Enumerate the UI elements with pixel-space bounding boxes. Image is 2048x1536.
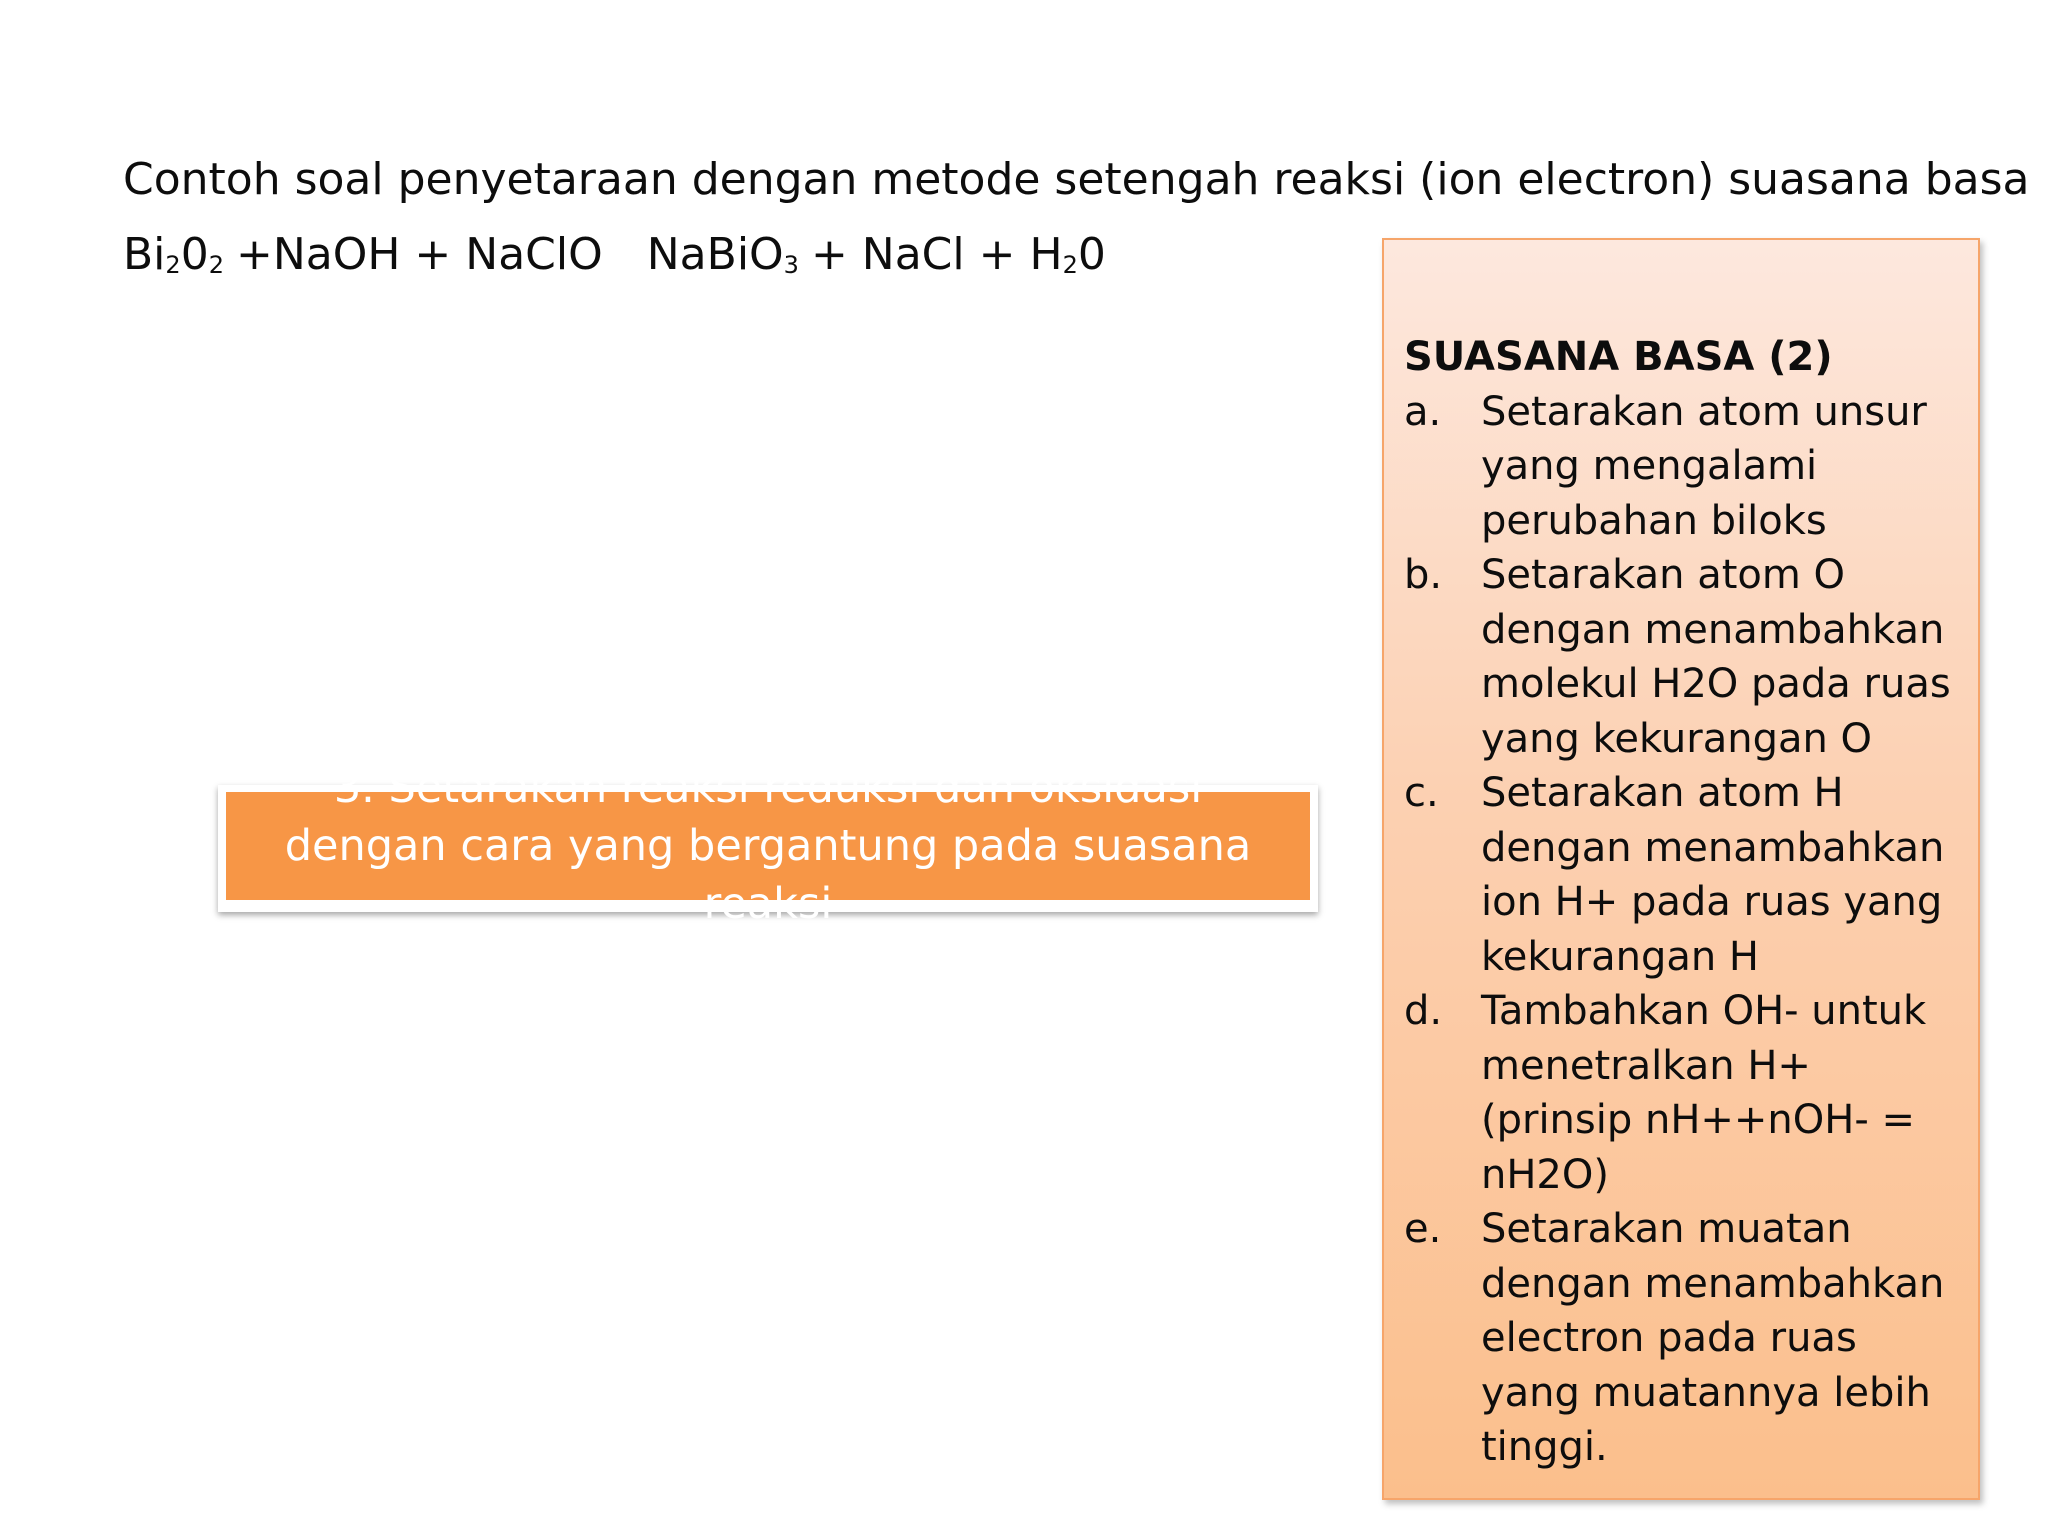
reactants-rest: +NaOH + NaClO [235, 229, 603, 280]
product-water-sub: 2 [1062, 251, 1078, 279]
list-item-text: Setarakan muatan dengan menambahkan electron pada ruas yang muatannya lebih tinggi. [1481, 1206, 1945, 1470]
list-item [1404, 766, 1968, 984]
reactant-bi2o2-base: Bi [123, 229, 166, 280]
product-nabio3-base: NaBiO [646, 229, 784, 280]
step-callout-text: 3. Setarakan reaksi reduksi dan oksidasi dengan cara yang bergantung pada suasana reaksi [284, 763, 1252, 929]
products-rest-pre: + NaCl + H [810, 229, 1063, 280]
suasana-basa-panel [1382, 238, 1980, 1500]
list-item [1404, 984, 1968, 1202]
step-callout-fill [226, 763, 1310, 929]
reactant-bi2o2-sub1: 2 [165, 251, 181, 279]
steps-list [1404, 385, 1968, 1475]
list-item-text: Setarakan atom unsur yang mengalami perubahan biloks [1481, 388, 1927, 544]
chemical-equation [123, 225, 1106, 285]
slide-title: Contoh soal penyetaraan dengan metode setengah reaksi (ion electron) suasana basa [123, 154, 2030, 205]
reactant-bi2o2-sub2: 2 [208, 251, 224, 279]
list-item-text: Tambahkan OH- untuk menetralkan H+ (prinsip nH++nOH- = nH2O) [1481, 988, 1927, 1198]
reactant-bi2o2-mid: 0 [180, 229, 209, 280]
product-nabio3-sub: 3 [783, 251, 799, 279]
products-rest-post: 0 [1077, 229, 1106, 280]
panel-heading: SUASANA BASA (2) [1404, 334, 1833, 380]
list-item-marker: d. [1404, 988, 1443, 1034]
list-item-marker: c. [1404, 770, 1439, 816]
list-item [1404, 385, 1968, 549]
list-item [1404, 548, 1968, 766]
list-item-marker: a. [1404, 388, 1442, 435]
list-item [1404, 1202, 1968, 1475]
list-item-text: Setarakan atom O dengan menambahkan molekul H2O pada ruas yang kekurangan O [1481, 552, 1951, 762]
list-item-marker: b. [1404, 552, 1443, 598]
panel-content [1404, 330, 1968, 1475]
list-item-marker: e. [1404, 1206, 1442, 1252]
list-item-text: Setarakan atom H dengan menambahkan ion H+ pada ruas yang kekurangan H [1481, 770, 1945, 980]
step-callout-box [218, 763, 1318, 929]
